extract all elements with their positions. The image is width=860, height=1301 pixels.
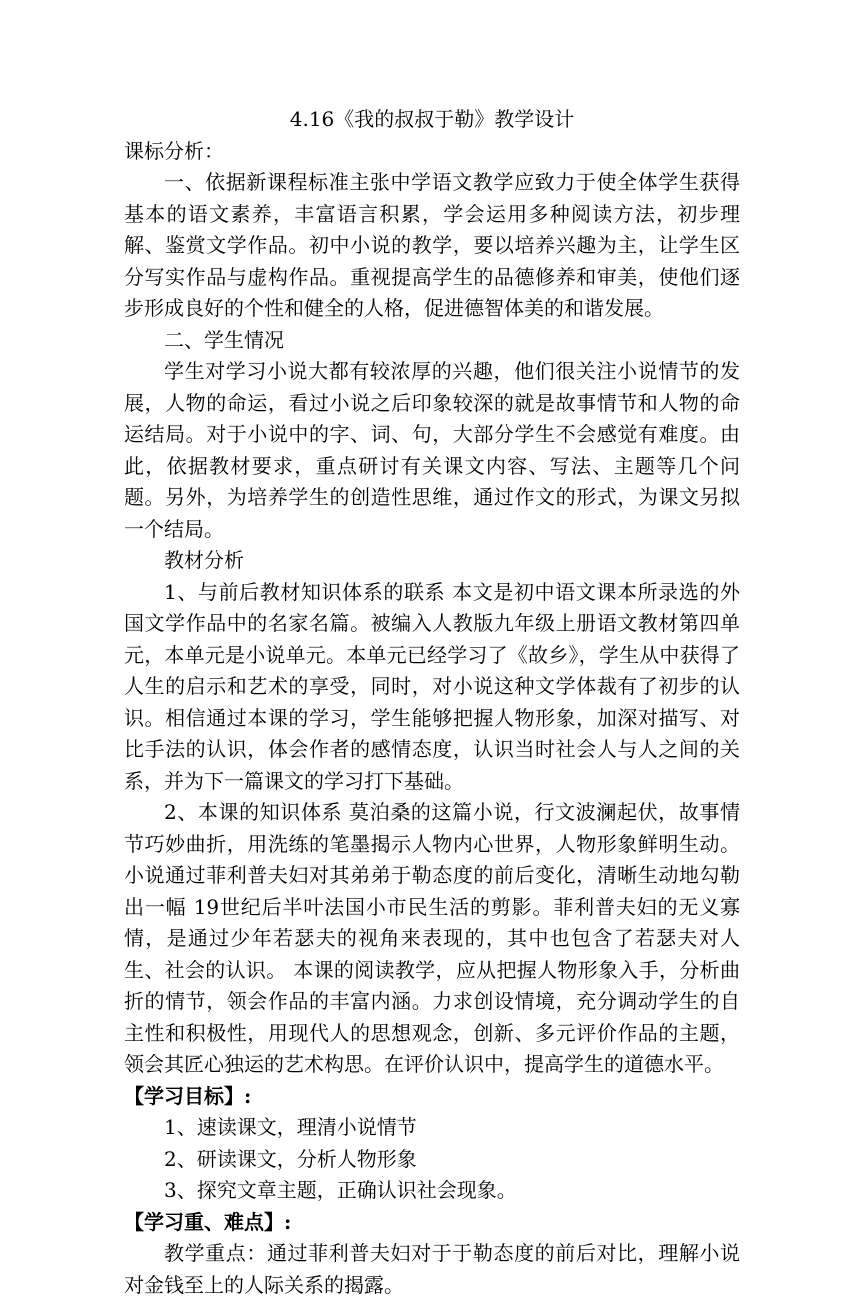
document-page — [124, 104, 740, 1301]
textbook-analysis-heading: 教材分析 — [164, 548, 244, 572]
document-title: 4.16《我的叔叔于勒》教学设计 — [289, 107, 575, 131]
learning-goals-heading: 【学习目标】: — [124, 1083, 252, 1108]
key-points-heading: 【学习重、难点】: — [124, 1209, 292, 1234]
key-points-paragraph: 教学重点：通过菲利普夫妇对于于勒态度的前后对比，理解小说对金钱至上的人际关系的揭露。 — [124, 1241, 740, 1297]
learning-goal-item: 2、研读课文，分析人物形象 — [164, 1146, 417, 1171]
learning-goal-item: 3、探究文章主题，正确认识社会现象。 — [164, 1178, 517, 1202]
learning-goal-item: 1、速读课文，理清小说情节 — [164, 1115, 417, 1139]
student-situation-heading: 二、学生情况 — [164, 327, 284, 352]
textbook-analysis-paragraph-1: 1、与前后教材知识体系的联系 本文是初中语文课本所录选的外国文学作品中的名家名篇。被编入人教版九年级上册语文教材第四单元，本单元是小说单元。本单元已经学习了《故乡》，学生从中获得了人生的启示和艺术的享受，同时，对小说这种文学体裁有了初步的认识。相信通过本课的学习，学生能够把握人物形象，加深对描写、对比手法的认识，体会作者的感情态度，认识当时社会人与人之间的关系，并为下一篇课文的学习打下基础。 — [124, 579, 740, 793]
curriculum-analysis-heading: 课标分析： — [124, 138, 224, 163]
student-situation-paragraph: 学生对学习小说大都有较浓厚的兴趣，他们很关注小说情节的发展，人物的命运，看过小说之后印象较深的就是故事情节和人物的命运结局。对于小说中的字、词、句，大部分学生不会感觉有难度。由此，依据教材要求，重点研讨有关课文内容、写法、主题等几个问题。另外，为培养学生的创造性思维，通过作文的形式，为课文另拟一个结局。 — [124, 359, 740, 541]
curriculum-analysis-paragraph: 一、依据新课程标准主张中学语文教学应致力于使全体学生获得基本的语文素养，丰富语言积累，学会运用多种阅读方法，初步理解、鉴赏文学作品。初中小说的教学，要以培养兴趣为主，让学生区分写实作品与虚构作品。重视提高学生的品德修养和审美，使他们逐步形成良好的个性和健全的人格，促进德智体美的和谐发展。 — [124, 170, 740, 320]
textbook-analysis-paragraph-2: 2、本课的知识体系 莫泊桑的这篇小说，行文波澜起伏，故事情节巧妙曲折，用洗练的笔墨揭示人物内心世界，人物形象鲜明生动。小说通过菲利普夫妇对其弟弟于勒态度的前后变化，清晰生动地勾勒出一幅 19世纪后半叶法国小市民生活的剪影。菲利普夫妇的无义寡情，是通过少年若瑟夫的视角来表现的，其中也包含了若瑟夫对人生、社会的认识。 本课的阅读教学，应从把握人物形象入手，分析曲折的情节，领会作品的丰富内涵。力求创设情境，充分调动学生的自主性和积极性，用现代人的思想观念，创新、多元评价作品的主题，领会其匠心独运的艺术构思。在评价认识中，提高学生的道德水平。 — [124, 800, 740, 1076]
